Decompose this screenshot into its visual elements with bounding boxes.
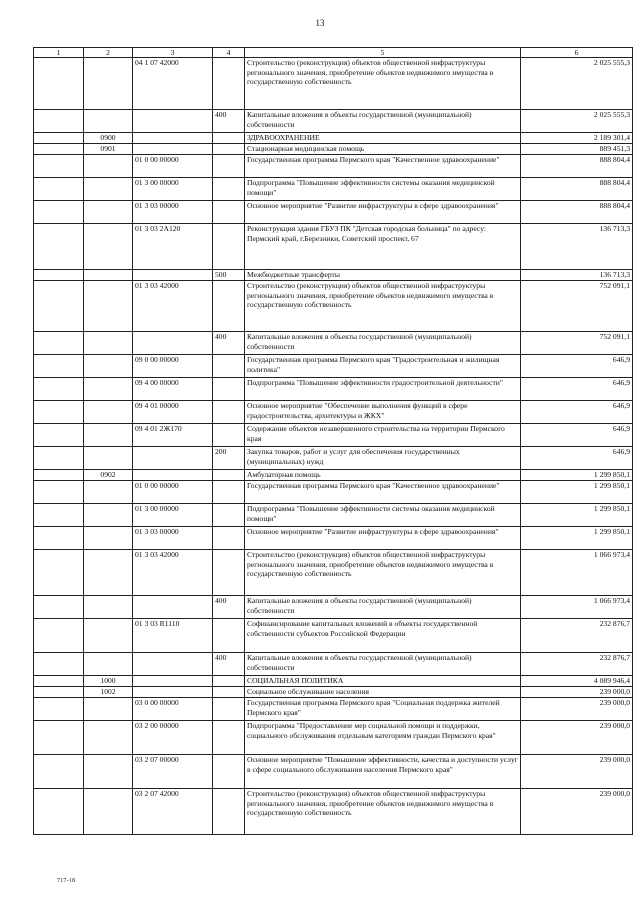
table-row [34, 133, 633, 144]
amount-cell: 889 451,3 [521, 144, 633, 155]
subsection-cell [84, 378, 133, 401]
name-cell: Подпрограмма "Повышение эффективности системы оказания медицинской помощи" [245, 504, 521, 527]
expense-type-cell [213, 470, 245, 481]
amount-cell: 752 091,1 [521, 332, 633, 355]
section-cell [34, 527, 84, 550]
expense-type-cell: 400 [213, 332, 245, 355]
table-row [34, 110, 633, 133]
expense-type-cell [213, 698, 245, 721]
table-row [34, 58, 633, 110]
subsection-cell [84, 447, 133, 470]
expense-type-cell [213, 504, 245, 527]
expense-type-cell [213, 676, 245, 687]
subsection-cell [84, 527, 133, 550]
table-row [34, 155, 633, 178]
table-row [34, 224, 633, 270]
target-article-cell [133, 110, 213, 133]
amount-cell: 1 066 973,4 [521, 596, 633, 619]
amount-cell: 1 299 850,1 [521, 527, 633, 550]
target-article-cell [133, 676, 213, 687]
section-cell [34, 789, 84, 835]
name-cell: Государственная программа Пермского края "Социальная поддержка жителей Пермского края" [245, 698, 521, 721]
target-article-cell [133, 144, 213, 155]
section-cell [34, 755, 84, 789]
name-cell: Межбюджетные трансферты [245, 270, 521, 281]
section-cell [34, 144, 84, 155]
table-row [34, 687, 633, 698]
section-cell [34, 281, 84, 332]
section-cell [34, 58, 84, 110]
table-row [34, 424, 633, 447]
table-row [34, 447, 633, 470]
table-row [34, 550, 633, 596]
table-row [34, 721, 633, 755]
expense-type-cell [213, 687, 245, 698]
subsection-cell: 0902 [84, 470, 133, 481]
amount-cell: 888 804,4 [521, 178, 633, 201]
section-cell [34, 676, 84, 687]
expense-type-cell: 200 [213, 447, 245, 470]
expense-type-cell [213, 224, 245, 270]
amount-cell: 1 066 973,4 [521, 550, 633, 596]
subsection-cell [84, 504, 133, 527]
expense-type-cell [213, 721, 245, 755]
budget-table [33, 47, 633, 835]
table-row [34, 144, 633, 155]
section-cell [34, 619, 84, 653]
subsection-cell [84, 281, 133, 332]
name-cell: Закупка товаров, работ и услуг для обеспечения государственных (муниципальных) нужд [245, 447, 521, 470]
amount-cell: 239 000,0 [521, 687, 633, 698]
subsection-cell [84, 619, 133, 653]
subsection-cell [84, 481, 133, 504]
expense-type-cell [213, 201, 245, 224]
target-article-cell: 09 4 01 00000 [133, 401, 213, 424]
table-row [34, 401, 633, 424]
subsection-cell: 1002 [84, 687, 133, 698]
amount-cell: 752 091,1 [521, 281, 633, 332]
amount-cell: 136 713,3 [521, 270, 633, 281]
section-cell [34, 133, 84, 144]
subsection-cell [84, 653, 133, 676]
subsection-cell [84, 110, 133, 133]
expense-type-cell: 400 [213, 110, 245, 133]
amount-cell: 888 804,4 [521, 155, 633, 178]
table-row [34, 504, 633, 527]
expense-type-cell [213, 58, 245, 110]
subsection-cell [84, 58, 133, 110]
amount-cell: 646,9 [521, 424, 633, 447]
amount-cell: 2 025 555,3 [521, 58, 633, 110]
name-cell: Социальное обслуживание населения [245, 687, 521, 698]
column-number-row [34, 48, 633, 58]
table-row [34, 596, 633, 619]
section-cell [34, 270, 84, 281]
column-header: 5 [245, 48, 521, 58]
section-cell [34, 504, 84, 527]
page-code: 717-18 [57, 878, 76, 884]
target-article-cell [133, 133, 213, 144]
section-cell [34, 447, 84, 470]
section-cell [34, 424, 84, 447]
page-number: 13 [315, 18, 325, 28]
target-article-cell [133, 270, 213, 281]
amount-cell: 646,9 [521, 355, 633, 378]
section-cell [34, 698, 84, 721]
amount-cell: 1 299 850,1 [521, 470, 633, 481]
target-article-cell: 09 4 01 2Ж170 [133, 424, 213, 447]
target-article-cell: 01 3 03 R1110 [133, 619, 213, 653]
section-cell [34, 224, 84, 270]
target-article-cell: 01 0 00 00000 [133, 155, 213, 178]
target-article-cell: 01 3 03 42000 [133, 281, 213, 332]
expense-type-cell [213, 401, 245, 424]
name-cell: СОЦИАЛЬНАЯ ПОЛИТИКА [245, 676, 521, 687]
name-cell: Государственная программа Пермского края "Качественное здравоохранение" [245, 155, 521, 178]
section-cell [34, 470, 84, 481]
name-cell: Строительство (реконструкция) объектов общественной инфраструктуры регионального значения, приобретение объектов недвижимого имущества в государственную собственность [245, 281, 521, 332]
column-header: 2 [84, 48, 133, 58]
expense-type-cell: 400 [213, 653, 245, 676]
amount-cell: 136 713,3 [521, 224, 633, 270]
target-article-cell: 09 0 00 00000 [133, 355, 213, 378]
amount-cell: 4 089 946,4 [521, 676, 633, 687]
section-cell [34, 550, 84, 596]
target-article-cell: 03 0 00 00000 [133, 698, 213, 721]
target-article-cell: 01 3 03 00000 [133, 201, 213, 224]
subsection-cell [84, 355, 133, 378]
expense-type-cell [213, 178, 245, 201]
section-cell [34, 721, 84, 755]
target-article-cell: 01 3 03 42000 [133, 550, 213, 596]
target-article-cell [133, 653, 213, 676]
expense-type-cell [213, 424, 245, 447]
subsection-cell [84, 155, 133, 178]
table-row [34, 378, 633, 401]
subsection-cell [84, 401, 133, 424]
name-cell: Подпрограмма "Повышение эффективности системы оказания медицинской помощи" [245, 178, 521, 201]
target-article-cell: 01 3 03 00000 [133, 527, 213, 550]
table-row [34, 281, 633, 332]
subsection-cell [84, 721, 133, 755]
name-cell: Государственная программа Пермского края "Градостроительная и жилищная политика" [245, 355, 521, 378]
target-article-cell [133, 447, 213, 470]
target-article-cell: 03 2 07 42000 [133, 789, 213, 835]
table-row [34, 481, 633, 504]
amount-cell: 646,9 [521, 401, 633, 424]
name-cell: Реконструкция здания ГБУЗ ПК "Детская городская больница" по адресу: Пермский край, г.Березники, Советский проспект, 67 [245, 224, 521, 270]
section-cell [34, 178, 84, 201]
table-row [34, 755, 633, 789]
expense-type-cell: 500 [213, 270, 245, 281]
amount-cell: 232 876,7 [521, 653, 633, 676]
subsection-cell [84, 755, 133, 789]
name-cell: Основное мероприятие "Развитие инфраструктуры в сфере здравоохранения" [245, 527, 521, 550]
target-article-cell: 09 4 00 00000 [133, 378, 213, 401]
name-cell: Стационарная медицинская помощь [245, 144, 521, 155]
expense-type-cell [213, 550, 245, 596]
name-cell: Основное мероприятие "Повышение эффективности, качества и доступности услуг в сфере социального обслуживания населения Пермского края" [245, 755, 521, 789]
expense-type-cell [213, 378, 245, 401]
name-cell: Подпрограмма "Повышение эффективности градостроительной деятельности" [245, 378, 521, 401]
target-article-cell [133, 332, 213, 355]
name-cell: Амбулаторная помощь [245, 470, 521, 481]
target-article-cell: 01 0 00 00000 [133, 481, 213, 504]
expense-type-cell: 400 [213, 596, 245, 619]
name-cell: Строительство (реконструкция) объектов общественной инфраструктуры регионального значения, приобретение объектов недвижимого имущества в государственную собственность [245, 58, 521, 110]
subsection-cell [84, 698, 133, 721]
table-row [34, 178, 633, 201]
name-cell: Основное мероприятие "Развитие инфраструктуры в сфере здравоохранения" [245, 201, 521, 224]
expense-type-cell [213, 155, 245, 178]
amount-cell: 232 876,7 [521, 619, 633, 653]
target-article-cell: 01 3 00 00000 [133, 178, 213, 201]
subsection-cell: 1000 [84, 676, 133, 687]
section-cell [34, 201, 84, 224]
column-header: 4 [213, 48, 245, 58]
amount-cell: 1 299 850,1 [521, 481, 633, 504]
table-row [34, 332, 633, 355]
table-row [34, 201, 633, 224]
name-cell: Капитальные вложения в объекты государственной (муниципальной) собственности [245, 596, 521, 619]
section-cell [34, 110, 84, 133]
amount-cell: 646,9 [521, 447, 633, 470]
subsection-cell [84, 178, 133, 201]
section-cell [34, 481, 84, 504]
section-cell [34, 155, 84, 178]
amount-cell: 1 299 850,1 [521, 504, 633, 527]
column-header: 1 [34, 48, 84, 58]
name-cell: Софинансирование капитальных вложений в объекты государственной собственности субъектов Российской Федерации [245, 619, 521, 653]
expense-type-cell [213, 527, 245, 550]
expense-type-cell [213, 481, 245, 504]
amount-cell: 2 189 301,4 [521, 133, 633, 144]
section-cell [34, 332, 84, 355]
section-cell [34, 401, 84, 424]
expense-type-cell [213, 789, 245, 835]
target-article-cell [133, 687, 213, 698]
column-header: 6 [521, 48, 633, 58]
table-row [34, 527, 633, 550]
table-row [34, 789, 633, 835]
column-header: 3 [133, 48, 213, 58]
expense-type-cell [213, 755, 245, 789]
name-cell: Строительство (реконструкция) объектов общественной инфраструктуры регионального значения, приобретение объектов недвижимого имущества в государственную собственность [245, 789, 521, 835]
expense-type-cell [213, 144, 245, 155]
table-body [34, 58, 633, 835]
name-cell: ЗДРАВООХРАНЕНИЕ [245, 133, 521, 144]
section-cell [34, 596, 84, 619]
subsection-cell [84, 596, 133, 619]
subsection-cell [84, 424, 133, 447]
name-cell: Основное мероприятие "Обеспечение выполнения функций в сфере градостроительства, архитектуры и ЖКХ" [245, 401, 521, 424]
expense-type-cell [213, 281, 245, 332]
table-row [34, 676, 633, 687]
subsection-cell [84, 224, 133, 270]
section-cell [34, 355, 84, 378]
target-article-cell: 03 2 00 00000 [133, 721, 213, 755]
name-cell: Капитальные вложения в объекты государственной (муниципальной) собственности [245, 110, 521, 133]
subsection-cell [84, 332, 133, 355]
expense-type-cell [213, 619, 245, 653]
subsection-cell: 0900 [84, 133, 133, 144]
target-article-cell: 04 1 07 42000 [133, 58, 213, 110]
name-cell: Капитальные вложения в объекты государственной (муниципальной) собственности [245, 332, 521, 355]
target-article-cell: 01 3 00 00000 [133, 504, 213, 527]
expense-type-cell [213, 355, 245, 378]
table-row [34, 470, 633, 481]
amount-cell: 239 000,0 [521, 755, 633, 789]
table-row [34, 653, 633, 676]
amount-cell: 2 025 555,3 [521, 110, 633, 133]
name-cell: Подпрограмма "Предоставление мер социальной помощи и поддержки, социального обслуживания отдельным категориям граждан Пермского края" [245, 721, 521, 755]
table-row [34, 270, 633, 281]
name-cell: Капитальные вложения в объекты государственной (муниципальной) собственности [245, 653, 521, 676]
table-row [34, 355, 633, 378]
target-article-cell: 03 2 07 00000 [133, 755, 213, 789]
expense-type-cell [213, 133, 245, 144]
subsection-cell [84, 270, 133, 281]
table-row [34, 619, 633, 653]
target-article-cell [133, 470, 213, 481]
name-cell: Государственная программа Пермского края "Качественное здравоохранение" [245, 481, 521, 504]
amount-cell: 239 000,0 [521, 698, 633, 721]
target-article-cell: 01 3 03 2А120 [133, 224, 213, 270]
table-row [34, 698, 633, 721]
name-cell: Содержание объектов незавершенного строительства на территории Пермского края [245, 424, 521, 447]
subsection-cell: 0901 [84, 144, 133, 155]
subsection-cell [84, 789, 133, 835]
section-cell [34, 378, 84, 401]
amount-cell: 646,9 [521, 378, 633, 401]
section-cell [34, 653, 84, 676]
amount-cell: 239 000,0 [521, 721, 633, 755]
target-article-cell [133, 596, 213, 619]
amount-cell: 888 804,4 [521, 201, 633, 224]
name-cell: Строительство (реконструкция) объектов общественной инфраструктуры регионального значения, приобретение объектов недвижимого имущества в государственную собственность [245, 550, 521, 596]
section-cell [34, 687, 84, 698]
subsection-cell [84, 550, 133, 596]
subsection-cell [84, 201, 133, 224]
amount-cell: 239 000,0 [521, 789, 633, 835]
